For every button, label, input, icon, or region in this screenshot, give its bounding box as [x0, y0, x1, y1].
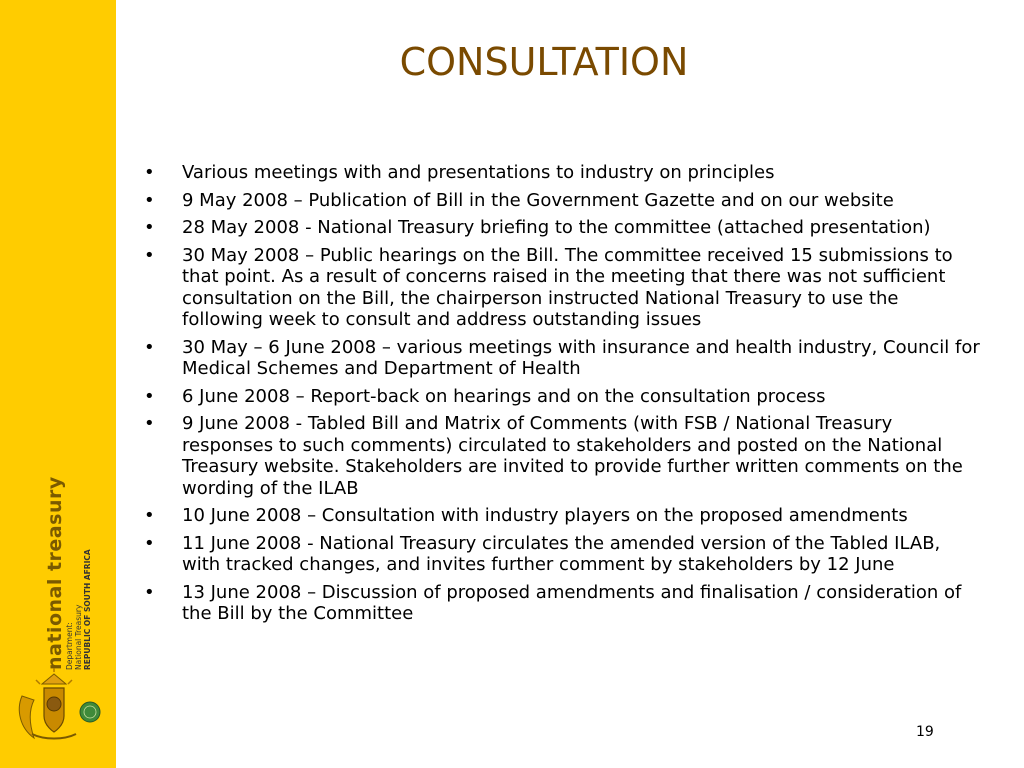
bullet-text: 30 May 2008 – Public hearings on the Bill. The committee received 15 submissions to that point. As a result of concerns raised in the meeting that there was not sufficient consultation on the Bill, the chairperson instructed National Treasury to use the following week to consult and address outstanding issues — [182, 244, 953, 330]
bullet-list — [140, 162, 980, 631]
bullet-glyph: • — [144, 162, 155, 183]
bullet-text: 9 May 2008 – Publication of Bill in the Government Gazette and on our website — [182, 189, 894, 211]
bullet-item — [140, 162, 980, 184]
bullet-text: 9 June 2008 - Tabled Bill and Matrix of Comments (with FSB / National Treasury responses to such comments) circulated to stakeholders and posted on the National Treasury website. Stakeholders are invited to provide further written comments on the wording of the ILAB — [182, 413, 963, 499]
bullet-glyph: • — [144, 244, 155, 266]
bullet-text: 10 June 2008 – Consultation with industry players on the proposed amendments — [182, 505, 908, 526]
bullet-glyph: • — [144, 217, 155, 238]
bullet-text: 11 June 2008 - National Treasury circulates the amended version of the Tabled ILAB, with tracked changes, and invites further comment by stakeholders by 12 June — [182, 532, 941, 575]
bullet-glyph: • — [144, 385, 155, 407]
bullet-text: 6 June 2008 – Report-back on hearings and on the consultation process — [182, 385, 826, 407]
brand-department-label: Department: — [65, 622, 74, 670]
bullet-item — [140, 245, 980, 331]
bullet-item — [140, 190, 980, 212]
bullet-glyph: • — [144, 532, 155, 554]
bullet-glyph: • — [144, 336, 155, 358]
bullet-glyph: • — [144, 505, 155, 526]
brand-name: national treasury — [44, 476, 66, 670]
bullet-text: 30 May – 6 June 2008 – various meetings with insurance and health industry, Council for Medical Schemes and Department of Health — [182, 336, 980, 379]
brand-subtitle — [65, 549, 92, 670]
bullet-glyph: • — [144, 413, 155, 434]
brand-country: REPUBLIC OF SOUTH AFRICA — [83, 549, 92, 670]
bullet-item — [140, 217, 980, 239]
bullet-glyph: • — [144, 581, 155, 603]
bullet-item — [140, 505, 980, 527]
bullet-item — [140, 533, 980, 576]
bullet-item — [140, 337, 980, 380]
bullet-item — [140, 582, 980, 625]
coat-of-arms-icon — [14, 666, 104, 746]
bullet-item — [140, 386, 980, 408]
bullet-glyph: • — [144, 189, 155, 211]
bullet-text: 28 May 2008 - National Treasury briefing to the committee (attached presentation) — [182, 217, 931, 238]
bullet-item — [140, 413, 980, 499]
page-number: 19 — [916, 724, 934, 740]
slide-title: CONSULTATION — [399, 40, 689, 84]
bullet-text: 13 June 2008 – Discussion of proposed amendments and finalisation / consideration of the Bill by the Committee — [182, 581, 962, 624]
brand-department-name: National Treasury — [74, 604, 83, 670]
brand-block — [18, 478, 98, 678]
bullet-text: Various meetings with and presentations to industry on principles — [182, 162, 775, 183]
